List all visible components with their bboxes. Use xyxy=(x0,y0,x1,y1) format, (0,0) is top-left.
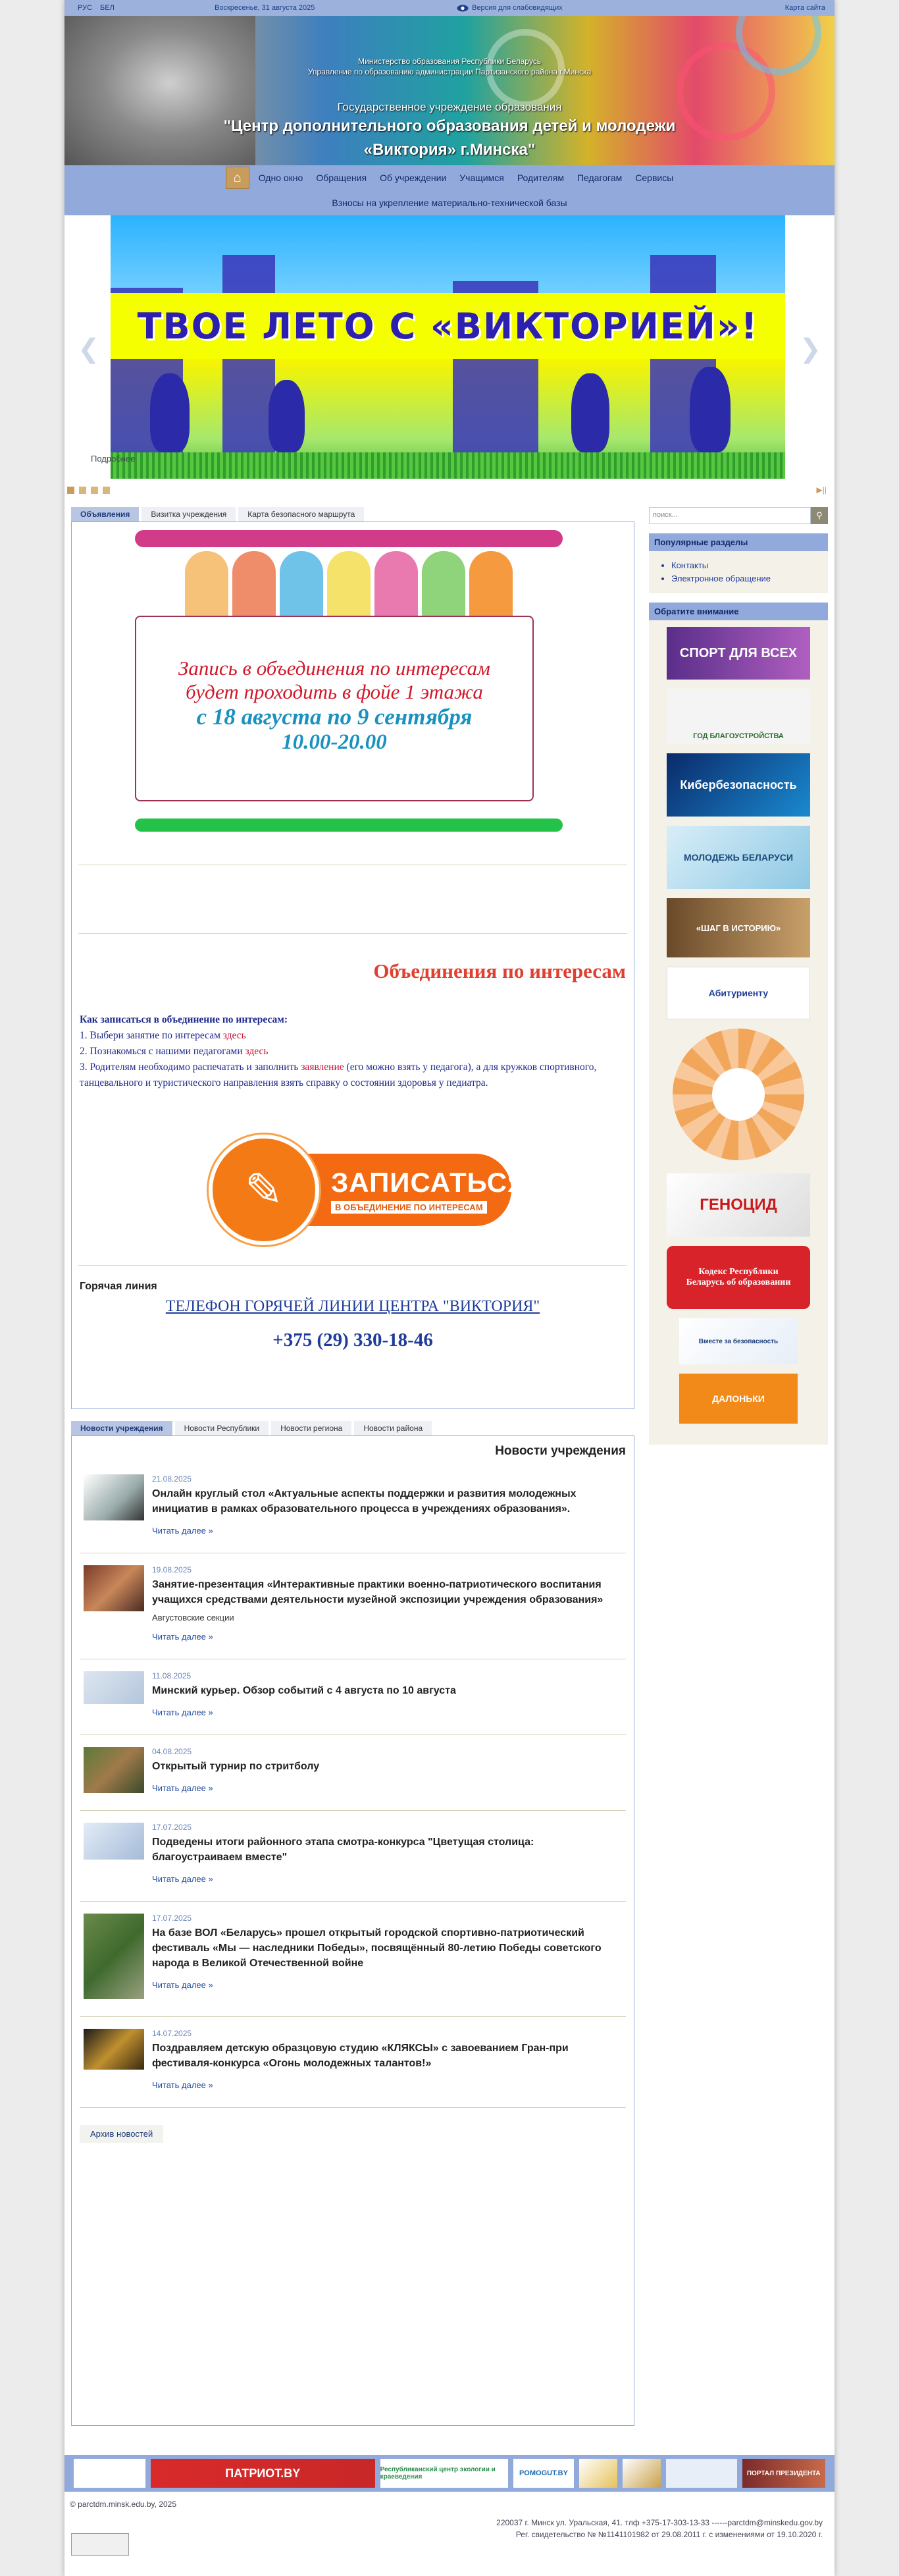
announcement-tabs xyxy=(71,507,634,522)
news-item xyxy=(80,1553,626,1659)
slider-dot[interactable] xyxy=(67,487,74,494)
sidebar-link-e-appeal[interactable]: • Электронное обращение xyxy=(671,572,823,585)
sitemap-link[interactable]: Карта сайта xyxy=(784,4,825,12)
search-icon: ⚲ xyxy=(816,510,823,520)
news-date: 11.08.2025 xyxy=(152,1671,192,1680)
wave-decor xyxy=(135,530,563,547)
step-3-rest: (его можно взять у педагога), а для кружков спортивного, танцевального и туристического направления взять справку о состоянии здоровья у педиатра. xyxy=(80,1061,597,1088)
attention-heading: Обратите внимание xyxy=(649,603,828,620)
notice-line-2: будет проходить в фойе 1 этажа xyxy=(186,680,483,703)
slider-dot[interactable] xyxy=(91,487,98,494)
nav-item-contributions[interactable]: Взносы на укрепление материально-технической базы xyxy=(332,198,567,208)
banner-dalonki[interactable]: ДАЛОНЬКИ xyxy=(679,1374,798,1424)
hotline-label: Горячая линия xyxy=(80,1281,157,1292)
steps-heading: Как записаться в объединение по интересам: xyxy=(80,1014,288,1025)
slide-image[interactable] xyxy=(111,215,785,479)
main-nav xyxy=(64,165,835,215)
nav-item-services[interactable]: Сервисы xyxy=(635,173,674,183)
tab-safe-route[interactable]: Карта безопасного маршрута xyxy=(238,507,364,522)
wheel-center xyxy=(712,1068,765,1121)
news-heading: Новости учреждения xyxy=(495,1444,626,1458)
low-vision-label: Версия для слабовидящих xyxy=(472,4,563,12)
partner-logo-emblem[interactable] xyxy=(579,2459,617,2488)
wave-decor xyxy=(135,818,563,832)
read-more-link[interactable]: Читать далее » xyxy=(152,1980,213,1990)
popular-heading: Популярные разделы xyxy=(649,533,828,551)
clubs-title: Объединения по интересам xyxy=(373,959,626,982)
nav-item-students[interactable]: Учащимся xyxy=(459,173,504,183)
slider-dots xyxy=(67,487,110,494)
banner-improvement-year[interactable]: ГОД БЛАГОУСТРОЙСТВА xyxy=(667,689,810,744)
step-2-link[interactable]: здесь xyxy=(245,1046,269,1057)
slider-play-pause[interactable]: ▶|| xyxy=(816,485,827,495)
header-org-name-2: «Виктория» г.Минска" xyxy=(363,141,536,159)
partner-logo-president[interactable]: ПОРТАЛ ПРЕЗИДЕНТА xyxy=(742,2459,826,2488)
divider xyxy=(78,933,627,934)
news-item xyxy=(80,1902,626,2017)
nav-item-teachers[interactable]: Педагогам xyxy=(577,173,623,183)
partner-logo-pomogut[interactable]: POMOGUT.BY xyxy=(513,2459,573,2488)
news-title[interactable]: Занятие-презентация «Интерактивные практики военно-патриотического воспитания учащихся средствами деятельности музейной экспозиции учреждения образования» xyxy=(152,1579,604,1605)
read-more-link[interactable]: Читать далее » xyxy=(152,1632,213,1642)
step-1-link[interactable]: здесь xyxy=(222,1030,246,1041)
registration-line: Рег. свидетельство № №1141101982 от 29.08.2011 г. с изменениями от 19.10.2020 г. xyxy=(515,2530,823,2539)
image-slider xyxy=(64,215,835,498)
read-more-link[interactable]: Читать далее » xyxy=(152,1783,213,1793)
footer xyxy=(64,2496,835,2576)
news-thumbnail[interactable] xyxy=(84,1747,144,1793)
lang-ru-link[interactable]: РУС xyxy=(78,4,93,12)
search-form xyxy=(649,507,828,524)
slider-prev-arrow[interactable]: ❮ xyxy=(78,335,100,363)
news-date: 14.07.2025 xyxy=(152,2029,192,2038)
news-title[interactable]: Поздравляем детскую образцовую студию «КЛЯКСЫ» с завоеванием Гран-при фестиваля-конкурса «Огонь молодежных талантов!» xyxy=(152,2043,569,2069)
news-archive-link[interactable]: Архив новостей xyxy=(80,2125,163,2143)
top-bar xyxy=(64,0,835,16)
news-tabs xyxy=(71,1421,634,1436)
news-title[interactable]: Открытый турнир по стритболу xyxy=(152,1761,320,1772)
search-input[interactable]: поиск... xyxy=(649,507,811,524)
step-3: 3. Родителям необходимо распечатать и заполнить xyxy=(80,1061,301,1073)
news-subtitle: Августовские секции xyxy=(152,1613,234,1623)
kid-silhouette xyxy=(269,380,305,452)
read-more-link[interactable]: Читать далее » xyxy=(152,1874,213,1884)
news-thumbnail[interactable] xyxy=(84,1823,144,1860)
news-thumbnail[interactable] xyxy=(84,2029,144,2070)
news-title[interactable]: На базе ВОЛ «Беларусь» прошел открытый городской спортивно-патриотический фестиваль «Мы — наследники Победы», посвящённый 80-летию Победы советского народа в Великой Отечественной войне xyxy=(152,1927,602,1969)
banner-genocide[interactable]: ГЕНОЦИД xyxy=(667,1173,810,1237)
nav-item-parents[interactable]: Родителям xyxy=(517,173,564,183)
slider-dot[interactable] xyxy=(79,487,86,494)
read-more-link[interactable]: Читать далее » xyxy=(152,2080,213,2090)
home-button[interactable] xyxy=(226,167,249,189)
banner-sport[interactable]: СПОРТ ДЛЯ ВСЕХ xyxy=(667,627,810,680)
banner-education-code[interactable]: Кодекс Республики Беларусь об образовании xyxy=(667,1246,810,1309)
lang-by-link[interactable]: БЕЛ xyxy=(100,4,115,12)
grass-decor xyxy=(111,452,785,479)
step-1: 1. Выбери занятие по интересам xyxy=(80,1030,223,1041)
tab-region-news[interactable]: Новости региона xyxy=(271,1421,351,1436)
news-item xyxy=(80,1811,626,1902)
read-more-link[interactable]: Читать далее » xyxy=(152,1526,213,1536)
popular-list xyxy=(649,551,828,593)
news-thumbnail[interactable] xyxy=(84,1474,144,1520)
low-vision-link[interactable] xyxy=(457,4,563,12)
slide-title: ТВОЕ ЛЕТО С «ВИКТОРИЕЙ»! xyxy=(137,305,759,347)
application-link[interactable]: заявление xyxy=(301,1061,344,1073)
visit-counter[interactable] xyxy=(71,2533,129,2556)
header-org-type: Государственное учреждение образования xyxy=(337,101,562,113)
tab-republic-news[interactable]: Новости Республики xyxy=(175,1421,269,1436)
partner-logo[interactable] xyxy=(74,2459,145,2488)
eye-icon xyxy=(457,5,469,12)
banner-applicant[interactable]: Абитуриенту xyxy=(667,967,810,1019)
enrollment-steps xyxy=(80,1012,622,1091)
main-column xyxy=(71,507,634,2426)
partner-logos xyxy=(64,2455,835,2492)
announcement-panel xyxy=(71,522,634,1409)
partner-logo-emblem-2[interactable] xyxy=(623,2459,661,2488)
site-header xyxy=(64,16,835,165)
enroll-button-sublabel: В ОБЪЕДИНЕНИЕ ПО ИНТЕРЕСАМ xyxy=(331,1201,487,1214)
notice-line-4: 10.00-20.00 xyxy=(282,730,387,754)
news-date: 17.07.2025 xyxy=(152,1823,192,1832)
address-line: 220037 г. Минск ул. Уральская, 41. тлф +375-17-303-13-33 ------parctdm@minskedu.gov.by xyxy=(496,2518,823,2527)
tab-card[interactable]: Визитка учреждения xyxy=(141,507,236,522)
step-2: 2. Познакомься с нашими педагогами xyxy=(80,1046,245,1057)
partner-logo-patriot[interactable]: ПАТРИОТ.BY xyxy=(151,2459,375,2488)
tab-center-news[interactable]: Новости учреждения xyxy=(71,1421,172,1436)
hotline-phone: +375 (29) 330-18-46 xyxy=(272,1329,433,1351)
news-thumbnail[interactable] xyxy=(84,1914,144,1999)
form-icon: ✎ xyxy=(209,1135,319,1245)
hotline-title-link[interactable]: ТЕЛЕФОН ГОРЯЧЕЙ ЛИНИИ ЦЕНТРА "ВИКТОРИЯ" xyxy=(165,1298,540,1315)
header-ministry: Министерство образования Республики Беларусь xyxy=(358,57,541,66)
news-date: 19.08.2025 xyxy=(152,1565,192,1574)
search-button[interactable] xyxy=(811,507,828,524)
nav-item-appeals[interactable]: Обращения xyxy=(316,173,367,183)
tab-district-news[interactable]: Новости района xyxy=(354,1421,432,1436)
news-title[interactable]: Онлайн круглый стол «Актуальные аспекты поддержки и развития молодежных инициатив в рамках образовательного процесса в учреждениях образования». xyxy=(152,1488,577,1515)
news-thumbnail[interactable] xyxy=(84,1671,144,1704)
news-thumbnail[interactable] xyxy=(84,1565,144,1611)
banner-list xyxy=(649,620,828,1445)
partner-logo-ecology[interactable]: Республиканский центр экологии и краеведения xyxy=(380,2459,509,2488)
notice-line-3: с 18 августа по 9 сентября xyxy=(196,704,473,730)
news-item xyxy=(80,2017,626,2108)
enrollment-poster xyxy=(128,530,569,859)
current-date: Воскресенье, 31 августа 2025 xyxy=(215,4,315,12)
news-date: 17.07.2025 xyxy=(152,1914,192,1923)
sidebar xyxy=(649,507,828,1445)
read-more-link[interactable]: Читать далее » xyxy=(152,1707,213,1717)
banner-youth[interactable]: МОЛОДЕЖЬ БЕЛАРУСИ xyxy=(667,826,810,889)
slide-banner xyxy=(111,293,785,359)
language-switch xyxy=(78,4,122,12)
banner-history-step[interactable]: «ШАГ В ИСТОРИЮ» xyxy=(667,898,810,957)
page xyxy=(64,0,835,2576)
tab-announcements[interactable]: Объявления xyxy=(71,507,139,522)
divider xyxy=(78,1265,627,1266)
news-date: 04.08.2025 xyxy=(152,1747,192,1756)
nav-item-about[interactable]: Об учреждении xyxy=(380,173,447,183)
copyright: © parctdm.minsk.edu.by, 2025 xyxy=(70,2500,177,2509)
news-title[interactable]: Подведены итоги районного этапа смотра-конкурса "Цветущая столица: благоустраиваем вместе" xyxy=(152,1837,534,1863)
news-item xyxy=(80,1462,626,1553)
slide-more-link[interactable]: Подробнее xyxy=(91,454,136,464)
slider-dot[interactable] xyxy=(103,487,110,494)
enroll-button-label: ЗАПИСАТЬСЯ xyxy=(331,1166,528,1198)
footer-address xyxy=(496,2517,823,2540)
enroll-button[interactable] xyxy=(209,1140,528,1240)
slider-next-arrow[interactable]: ❯ xyxy=(799,335,821,363)
banner-cybersecurity[interactable]: Кибербезопасность xyxy=(667,753,810,817)
nav-item-one-window[interactable]: Одно окно xyxy=(258,173,303,183)
notice-line-1: Запись в объединения по интересам xyxy=(178,657,490,680)
kid-silhouette xyxy=(150,373,190,452)
banner-info-wheel[interactable] xyxy=(673,1029,804,1160)
news-item xyxy=(80,1659,626,1735)
home-icon: ⌂ xyxy=(233,170,242,185)
news-title[interactable]: Минский курьер. Обзор событий с 4 августа по 10 августа xyxy=(152,1685,456,1696)
news-item xyxy=(80,1735,626,1811)
news-date: 21.08.2025 xyxy=(152,1474,192,1484)
header-department: Управление по образованию администрации Партизанского района г.Минска xyxy=(307,67,592,76)
enrollment-notice xyxy=(135,616,534,801)
header-org-name: "Центр дополнительного образования детей и молодежи xyxy=(223,117,676,135)
news-panel xyxy=(71,1436,634,2426)
sidebar-link-contacts[interactable]: • Контакты xyxy=(671,559,823,572)
kid-silhouette xyxy=(571,373,609,452)
partner-logo-department[interactable] xyxy=(666,2459,736,2488)
banner-safety[interactable]: Вместе за безопасность xyxy=(679,1318,798,1364)
kid-silhouette xyxy=(690,367,731,452)
